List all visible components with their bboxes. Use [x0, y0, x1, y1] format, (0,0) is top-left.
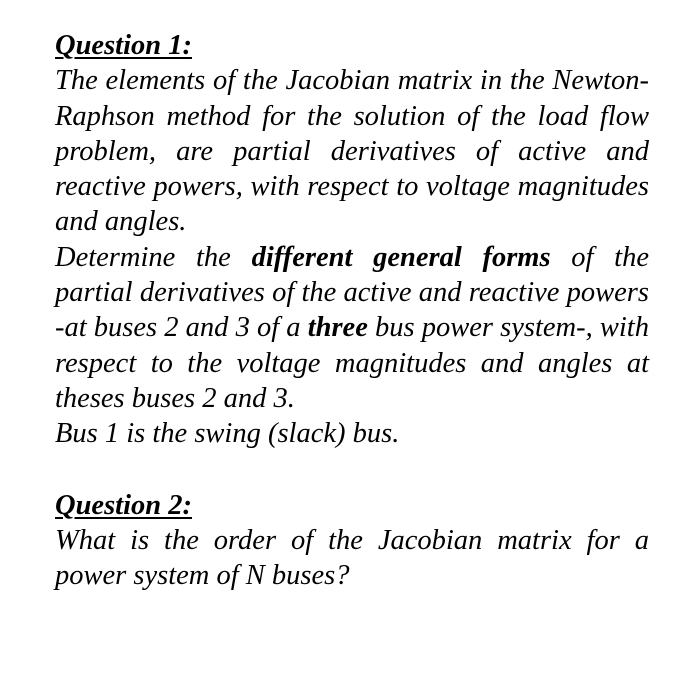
task-text-part-3: bus power system-, with respect to the voltage magnitudes and angles at theses buses 2 and 3. — [55, 312, 649, 414]
task-bold-different-general-forms: different general forms — [251, 241, 551, 273]
task-text-part-2: of the partial derivatives of the active and reactive powers -at buses 2 and 3 of a — [55, 241, 649, 344]
question-1-intro: The elements of the Jacobian matrix in the Newton-Raphson method for the solution of the load flow problem, are partial derivatives of active and reactive powers, with respect to voltage magnitudes and angles. — [55, 65, 649, 238]
task-bold-three: three — [307, 312, 368, 344]
question-2-text: What is the order of the Jacobian matrix for a power system of N buses? — [55, 524, 649, 592]
task-text-part-1: Determine the — [55, 241, 252, 273]
section-spacer — [55, 452, 649, 488]
question-1-heading: Question 1: — [55, 30, 192, 61]
document-page — [55, 28, 649, 593]
question-1-note: Bus 1 is the swing (slack) bus. — [55, 418, 400, 450]
question-1-task — [55, 240, 649, 416]
question-2-heading: Question 2: — [55, 489, 192, 521]
